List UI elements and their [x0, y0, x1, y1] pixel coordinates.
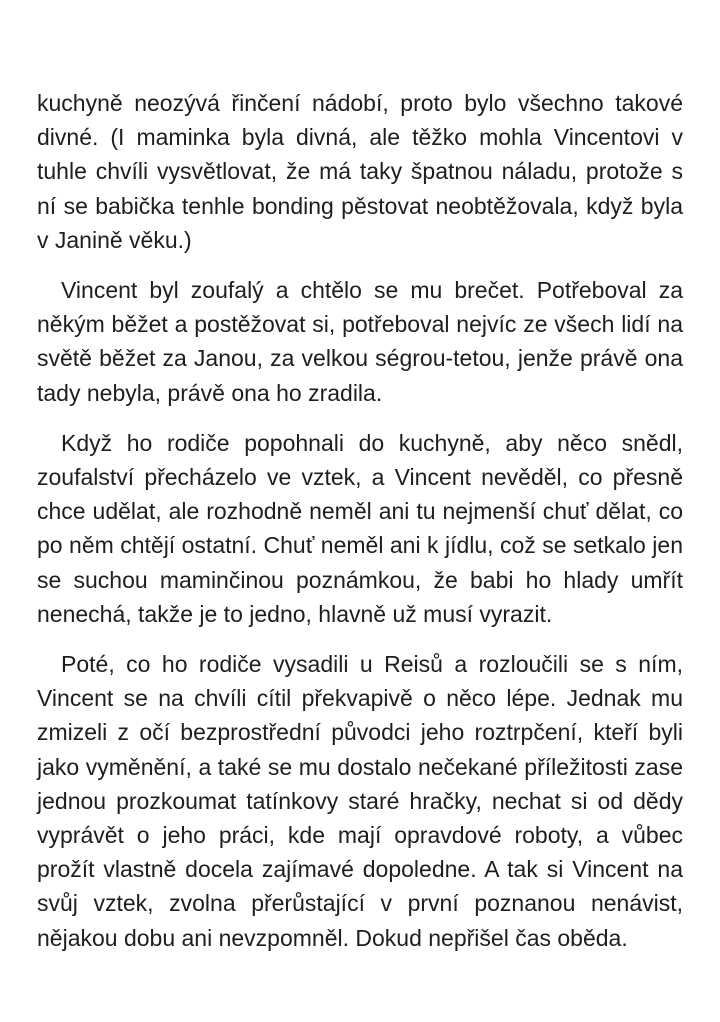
paragraph: Poté, co ho rodiče vysadili u Reisů a rozloučili se s ním, Vincent se na chvíli cítil překvapivě o něco lépe. Jednak mu zmizeli z očí bezprostřední původci jeho roztrpčení, kteří byli jako vyměnění, a také se mu dostalo nečekané příležitosti zase jednou prozkoumat tatínkovy staré hračky, nechat si od dědy vyprávět o jeho práci, kde mají opravdové roboty, a vůbec prožít vlastně docela zajímavé dopoledne. A tak si Vincent na svůj vztek, zvolna přerůstající v první poznanou nenávist, nějakou dobu ani nevzpomněl. Dokud nepřišel čas oběda. — [37, 651, 683, 951]
paragraph-continuation: kuchyně neozývá řinčení nádobí, proto bylo všechno takové divné. (I maminka byla divná, ale těžko mohla Vincentovi v tuhle chvíli vysvětlovat, že má taky špatnou náladu, protože s ní se babička tenhle bonding pěstovat neobtěžovala, když byla v Janině věku.) — [37, 90, 683, 253]
book-page-text — [37, 86, 683, 971]
paragraph: Když ho rodiče popohnali do kuchyně, aby něco snědl, zoufalství přecházelo ve vztek, a Vincent nevěděl, co přesně chce udělat, ale rozhodně neměl ani tu nejmenší chuť dělat, co po něm chtějí ostatní. Chuť neměl ani k jídlu, což se setkalo jen se suchou maminčinou poznámkou, že babi ho hlady umřít nenechá, takže je to jedno, hlavně už musí vyrazit. — [37, 429, 683, 627]
paragraph: Vincent byl zoufalý a chtělo se mu brečet. Potřeboval za někým běžet a postěžovat si, potřeboval nejvíc ze všech lidí na světě běžet za Janou, za velkou ségrou-tetou, jenže právě ona tady nebyla, právě ona ho zradila. — [37, 277, 683, 406]
